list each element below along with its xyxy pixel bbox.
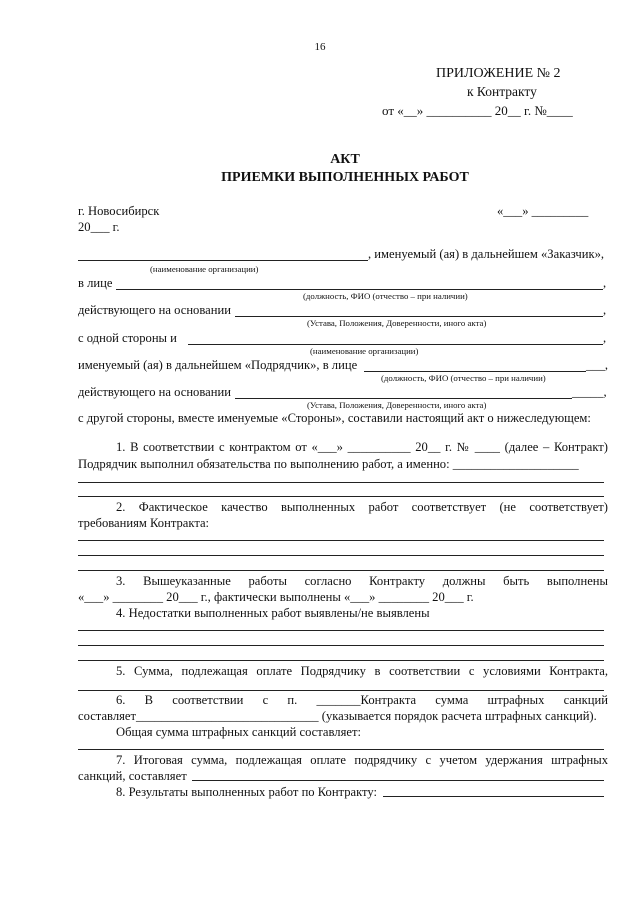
year: 20___ г. (78, 220, 120, 234)
item-6-line-3: Общая сумма штрафных санкций составляет: (116, 725, 361, 739)
act-subtitle: ПРИЕМКИ ВЫПОЛНЕННЫХ РАБОТ (221, 170, 469, 185)
blank-line (78, 482, 604, 483)
appendix-to: к Контракту (467, 84, 537, 99)
hint-org-2: (наименование организации) (310, 346, 419, 356)
item-8-text: 8. Результаты выполненных работ по Контракту: (116, 785, 378, 799)
contractor-org-line (188, 344, 603, 345)
blank-line (78, 540, 604, 541)
act-title: АКТ (330, 152, 360, 167)
item-6-line-2: составляет_____________________________ (указывается порядок расчета штрафных санкций). (78, 709, 597, 723)
item-7-line-2: санкций, составляет (78, 769, 187, 783)
hint-org: (наименование организации) (150, 264, 259, 274)
position-line (116, 289, 603, 290)
blank-line (78, 749, 604, 750)
contractor-position-line (364, 371, 586, 372)
appendix-title: ПРИЛОЖЕНИЕ № 2 (436, 66, 561, 81)
comma-1: , (603, 276, 607, 290)
acting-tail-2: _____, (572, 385, 607, 399)
acting-label: действующего на основании (78, 303, 231, 317)
item-1-line-1: 1. В соответствии с контрактом от «___» __________ 20__ г. № ____ (далее – Контракт) (116, 440, 608, 454)
item-7-line-1: 7. Итоговая сумма, подлежащая оплате подрядчику с учетом удержания штрафных (116, 753, 608, 767)
acting-line (235, 316, 603, 317)
in-person-label: в лице (78, 276, 113, 290)
other-side-text: с другой стороны, вместе именуемые «Стороны», составили настоящий акт о нижеследующем: (78, 411, 591, 425)
blank-line (78, 555, 604, 556)
item-2-line-2: требованиям Контракта: (78, 516, 210, 530)
item-5-text: 5. Сумма, подлежащая оплате Подрядчику в соответствии с условиями Контракта, (116, 664, 608, 678)
city: г. Новосибирск (78, 204, 160, 218)
comma-3: , (603, 331, 607, 345)
contractor-tail: ___, (586, 358, 609, 372)
customer-named: , именуемый (ая) в дальнейшем «Заказчик», (368, 247, 605, 261)
acting-label-2: действующего на основании (78, 385, 231, 399)
blank-line (78, 645, 604, 646)
hint-position: (должность, ФИО (отчество – при наличии) (303, 291, 468, 301)
acting-line-2 (235, 398, 572, 399)
blank-line (78, 660, 604, 661)
blank-line (78, 570, 604, 571)
one-side-label: с одной стороны и (78, 331, 177, 345)
item-1-line-2: Подрядчик выполнил обязательства по выполнению работ, а именно: ____________________ (78, 457, 579, 471)
appendix-date-line: от «__» __________ 20__ г. №____ (382, 103, 573, 118)
hint-charter-2: (Устава, Положения, Доверенности, иного акта) (307, 400, 487, 410)
comma-2: , (603, 303, 607, 317)
org-name-line (78, 260, 368, 261)
hint-position-2: (должность, ФИО (отчество – при наличии) (381, 373, 546, 383)
blank-line (78, 690, 604, 691)
blank-line (78, 496, 604, 497)
results-line (383, 796, 604, 797)
item-6-line-1: 6. В соответствии с п. _______Контракта сумма штрафных санкций (116, 693, 608, 707)
date-right: «___» _________ (497, 204, 589, 218)
item-3-line-1: 3. Вышеуказанные работы согласно Контракту должны быть выполнены (116, 574, 608, 588)
blank-line (78, 630, 604, 631)
hint-charter: (Устава, Положения, Доверенности, иного акта) (307, 318, 487, 328)
item-2-line-1: 2. Фактическое качество выполненных работ соответствует (не соответствует) (116, 500, 608, 514)
page-number: 16 (314, 41, 326, 53)
total-sum-line (192, 780, 604, 781)
item-4-text: 4. Недостатки выполненных работ выявлены/не выявлены (116, 606, 430, 620)
item-3-line-2: «___» ________ 20___ г., фактически выполнены «___» ________ 20___ г. (78, 590, 474, 604)
contractor-named: именуемый (ая) в дальнейшем «Подрядчик», в лице (78, 358, 358, 372)
